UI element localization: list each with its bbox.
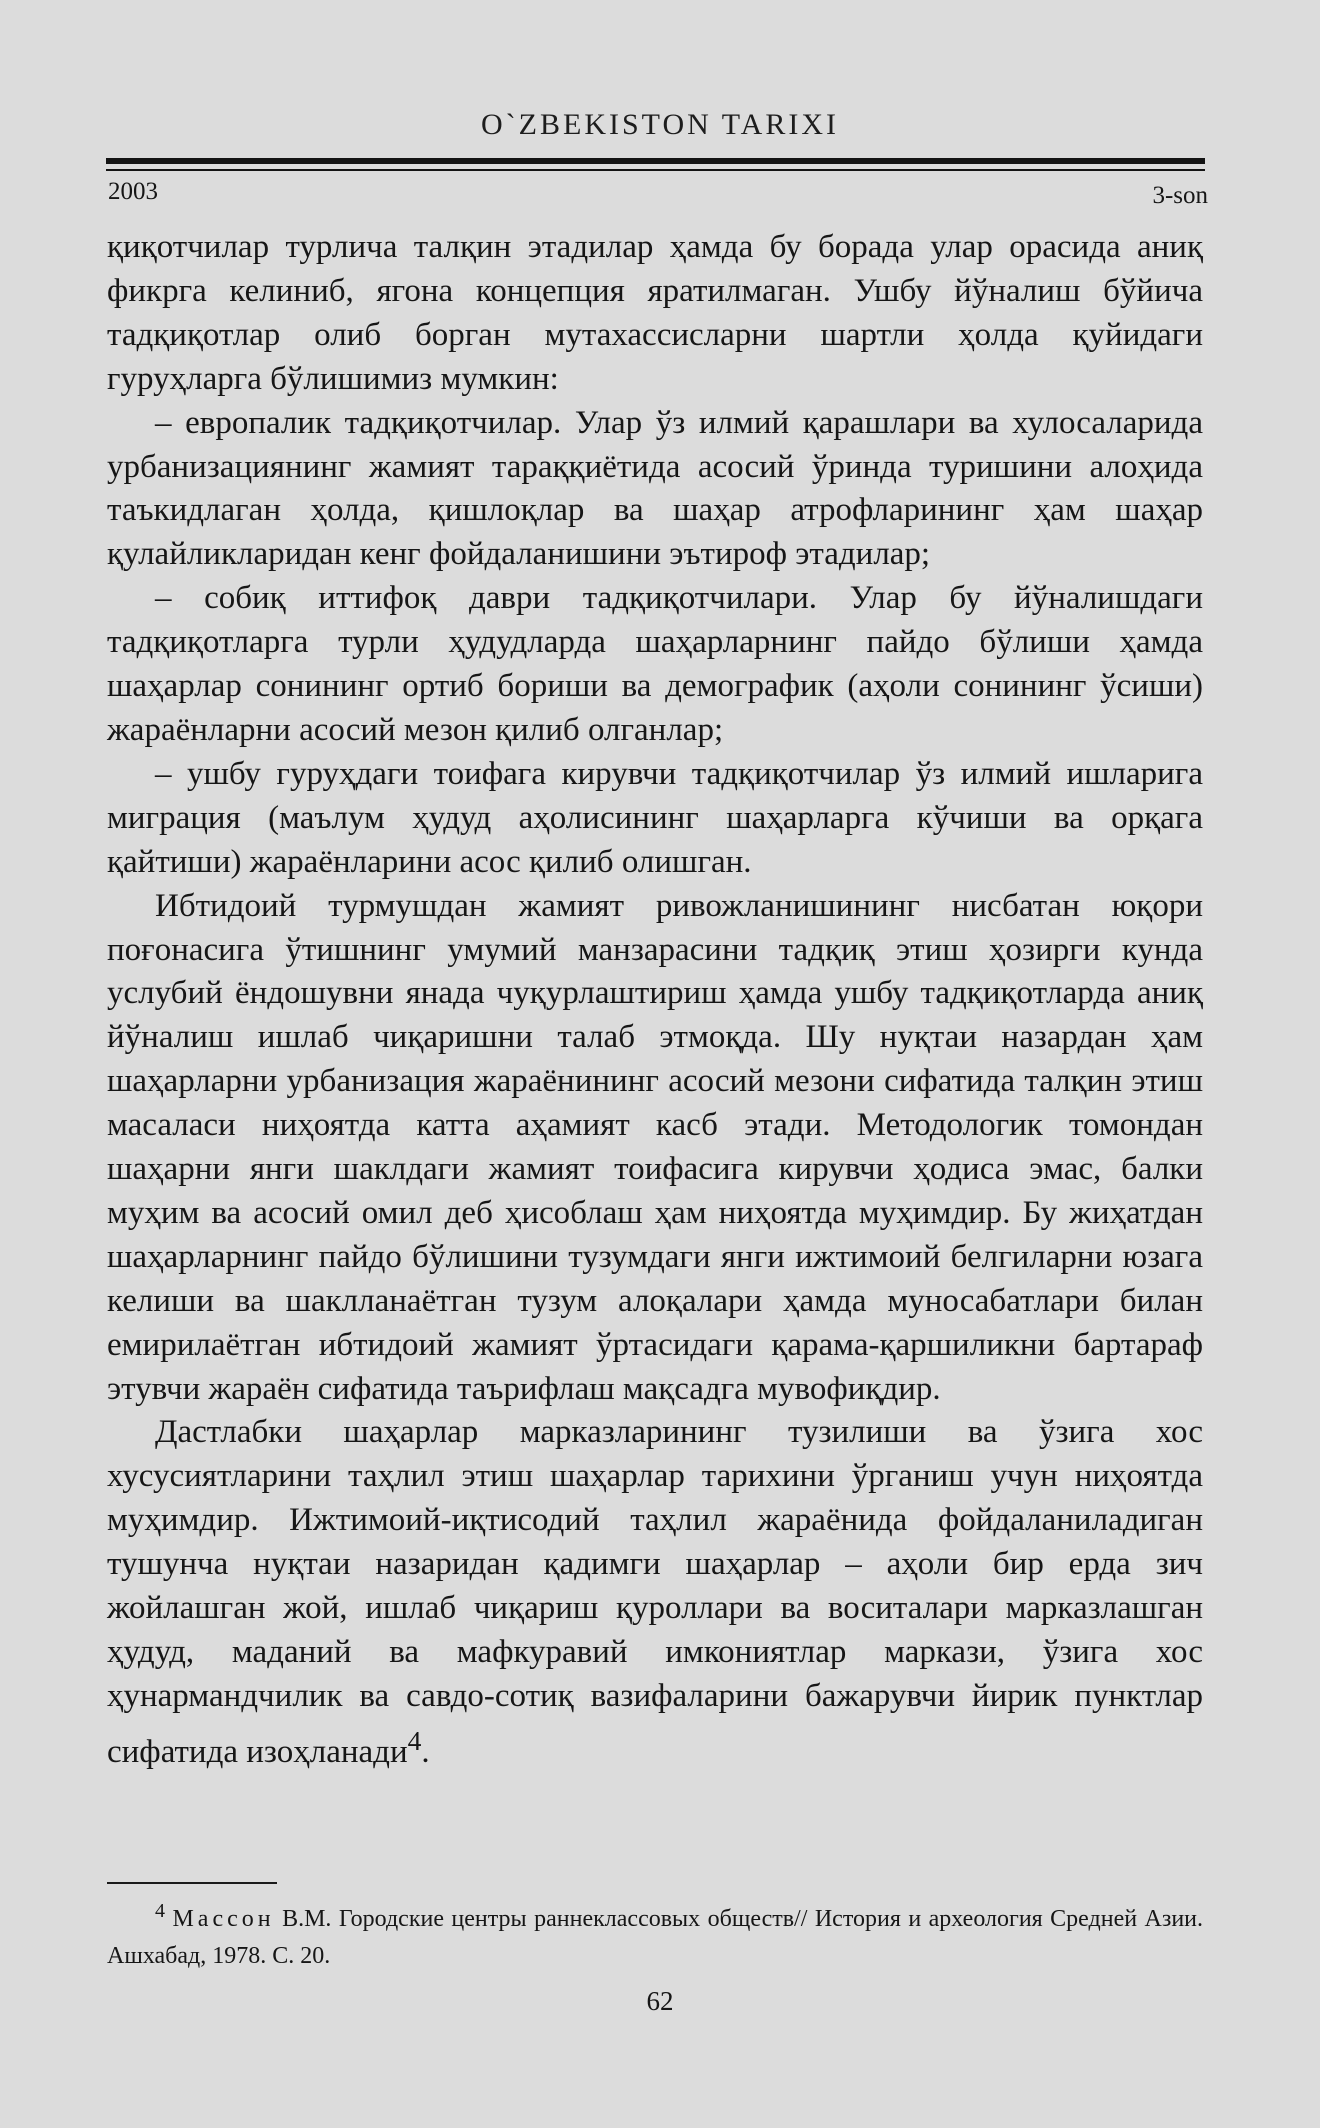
header-rule-thick [106, 158, 1205, 164]
footnote-number: 4 [155, 1900, 165, 1922]
header-year: 2003 [108, 178, 158, 205]
footnote [107, 1893, 1203, 1975]
running-title: O`ZBEKISTON TARIXI [481, 108, 839, 141]
footnote-author: Массон [172, 1906, 275, 1932]
header-rule-thin [106, 169, 1205, 171]
paragraph-primitive-society: Ибтидоий турмушдан жамият ривожланишининг нисбатан юқори поғонасига ўтишнинг умумий манзарасини тадқиқ этиш ҳозирги кунда услубий ёндошувни янада чуқурлаштириш ҳамда ушбу тадқиқотларда аниқ йўналиш ишлаб чиқаришни талаб этмоқда. Шу нуқтаи назардан ҳам шаҳарларни урбанизация жараёнининг асосий мезони сифатида талқин этиш масаласи ниҳоятда катта аҳамият касб этади. Методологик томондан шаҳарни янги шаклдаги жамият тоифасига кирувчи ҳодиса эмас, балки муҳим ва асосий омил деб ҳисоблаш ҳам ниҳоятда муҳимдир. Бу жиҳатдан шаҳарларнинг пайдо бўлишини тузумдаги янги ижтимоий белгиларни юзага келиши ва шаклланаётган тузум алоқалари ҳамда муносабатлари билан емирилаётган ибтидоий жамият ўртасидаги қарама-қаршиликни бартараф этувчи жараён сифатида таърифлаш мақсадга мувофиқдир. [107, 887, 1203, 1407]
footnote-reference: 4 [407, 1724, 422, 1756]
footnote-rule [107, 1882, 277, 1884]
footnote-text: В.М. Городские центры раннеклассовых обществ// История и археология Средней Азии. Ашхабад, 1978. С. 20. [107, 1906, 1204, 1969]
paragraph-list-migration: – ушбу гуруҳдаги тоифага кирувчи тадқиқотчилар ўз илмий ишларига миграция (маълум ҳудуд аҳолисининг шаҳарларга кўчиши ва орқага қайтиши) жараёнларини асос қилиб олишган. [107, 755, 1203, 880]
footnote-entry [107, 1893, 1203, 1975]
paragraph-early-cities: Дастлабки шаҳарлар марказларининг тузилиши ва ўзига хос хусусиятларини таҳлил этиш шаҳарлар тарихини ўрганиш учун ниҳоятда муҳимдир. Ижтимоий-иқтисодий таҳлил жараёнида фойдаланиладиган тушунча нуқтаи назаридан қадимги шаҳарлар – аҳоли бир ерда зич жойлашган жой, ишлаб чиқариш қуроллари ва воситалари марказлашган ҳудуд, маданий ва мафкуравий имкониятлар маркази, ўзига хос ҳунармандчилик ва савдо-сотиқ вазифаларини бажарувчи йирик пунктлар сифатида изоҳланади$^4$. [107, 1414, 1203, 1770]
paragraph-list-soviet: – собиқ иттифоқ даври тадқиқотчилари. Улар бу йўналишдаги тадқиқотларга турли ҳудудларда шаҳарларнинг пайдо бўлиши ҳамда шаҳарлар сонининг ортиб бориши ва демографик (аҳоли сонининг ўсиши) жараёнларни асосий мезон қилиб олганлар; [107, 580, 1203, 748]
paragraph-continuation: қиқотчилар турлича талқин этадилар ҳамда бу борада улар орасида аниқ фикрга келиниб, ягона концепция яратилмаган. Ушбу йўналиш бўйича тадқиқотлар олиб борган мутахассисларни шартли ҳолда қуйидаги гуруҳларга бўлишимиз мумкин: [107, 229, 1203, 397]
body-text [107, 226, 1203, 1775]
page-number: 62 [646, 1986, 674, 2016]
header-issue: 3-son [1152, 182, 1208, 209]
paragraph-early-cities-text: Дастлабки шаҳарлар марказларининг тузилиши ва ўзига хос хусусиятларини таҳлил этиш шаҳарлар тарихини ўрганиш учун ниҳоятда муҳимдир. Ижтимоий-иқтисодий таҳлил жараёнида фойдаланиладиган тушунча нуқтаи назаридан қадимги шаҳарлар – аҳоли бир ерда зич жойлашган жой, ишлаб чиқариш қуроллари ва воситалари марказлашган ҳудуд, маданий ва мафкуравий имкониятлар маркази, ўзига хос ҳунармандчилик ва савдо-сотиқ вазифаларини бажарувчи йирик пунктлар сифатида изоҳланади [107, 1414, 1203, 1770]
paragraph-list-european: – европалик тадқиқотчилар. Улар ўз илмий қарашлари ва хулосаларида урбанизациянинг жамият тараққиётида асосий ўринда туришини алоҳида таъкидлаган ҳолда, қишлоқлар ва шаҳар атрофларининг ҳам шаҳар қулайликларидан кенг фойдаланишини эътироф этадилар; [107, 404, 1203, 573]
